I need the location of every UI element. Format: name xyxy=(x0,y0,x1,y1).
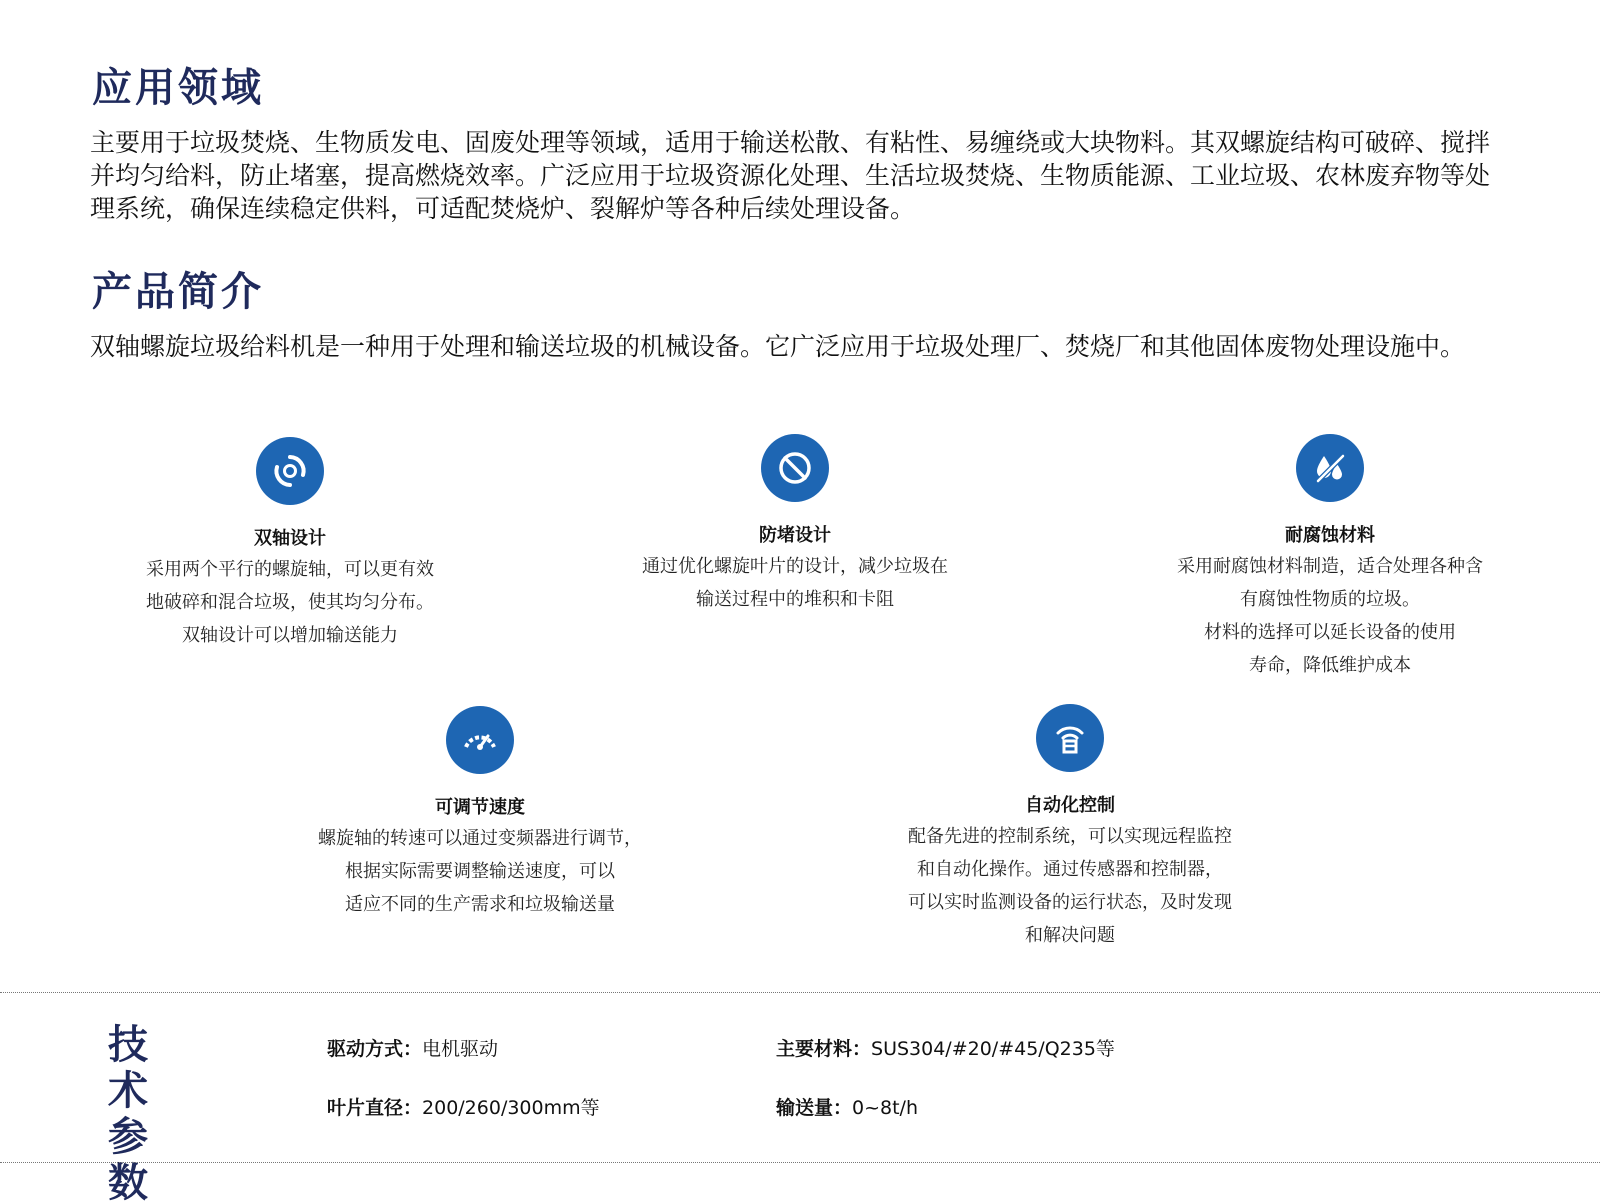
feature-anti-corrosion xyxy=(1130,434,1530,682)
feature-desc-line: 采用耐腐蚀材料制造，适合处理各种含 xyxy=(1177,556,1483,577)
feature-title: 双轴设计 xyxy=(254,528,326,549)
spec-key: 输送量： xyxy=(776,1097,853,1119)
feature-desc-line: 配备先进的控制系统，可以实现远程监控 xyxy=(908,826,1232,847)
speedometer-icon xyxy=(446,706,514,774)
feature-desc-line: 采用两个平行的螺旋轴，可以更有效 xyxy=(146,559,434,580)
spec-drive xyxy=(327,1036,498,1062)
spec-key: 驱动方式： xyxy=(327,1038,423,1060)
feature-anti-block xyxy=(600,434,990,616)
spec-value: 0~8t/h xyxy=(852,1097,919,1119)
feature-desc-line: 有腐蚀性物质的垃圾。 xyxy=(1240,589,1420,610)
feature-desc-line: 根据实际需要调整输送速度，可以 xyxy=(345,861,615,882)
feature-desc-line: 可以实时监测设备的运行状态，及时发现 xyxy=(908,892,1232,913)
specs-title-line: 参 数 xyxy=(108,1114,158,1203)
feature-title: 防堵设计 xyxy=(759,525,831,546)
spec-key: 叶片直径： xyxy=(327,1097,423,1119)
applications-title: 应用领域 xyxy=(92,65,264,111)
feature-title: 自动化控制 xyxy=(1025,795,1115,816)
feature-adjustable-speed xyxy=(280,706,680,921)
feature-desc-line: 地破碎和混合垃圾，使其均匀分布。 xyxy=(146,592,434,613)
feature-dual-shaft xyxy=(110,437,470,652)
feature-desc-line: 通过优化螺旋叶片的设计，减少垃圾在 xyxy=(642,556,948,577)
feature-desc-line: 输送过程中的堆积和卡阻 xyxy=(696,589,894,610)
feature-title: 耐腐蚀材料 xyxy=(1285,525,1375,546)
applications-text: 主要用于垃圾焚烧、生物质发电、固废处理等领域，适用于输送松散、有粘性、易缠绕或大块物料。其双螺旋结构可破碎、搅拌并均匀给料，防止堵塞，提高燃烧效率。广泛应用于垃圾资源化处理、生活垃圾焚烧、生物质能源、工业垃圾、农林废弃物等处理系统，确保连续稳定供料，可适配焚烧炉、裂解炉等各种后续处理设备。 xyxy=(90,128,1491,223)
feature-desc-line: 螺旋轴的转速可以通过变频器进行调节， xyxy=(318,828,642,849)
rotation-icon xyxy=(256,437,324,505)
spec-value: 电机驱动 xyxy=(422,1038,499,1060)
spec-value: SUS304/#20/#45/Q235等 xyxy=(871,1038,1115,1060)
feature-desc-line: 材料的选择可以延长设备的使用 xyxy=(1204,622,1456,643)
intro-text: 双轴螺旋垃圾给料机是一种用于处理和输送垃圾的机械设备。它广泛应用于垃圾处理厂、焚烧厂和其他固体废物处理设施中。 xyxy=(90,332,1466,361)
divider-top xyxy=(0,992,1600,993)
feature-title: 可调节速度 xyxy=(435,797,525,818)
feature-desc-line: 双轴设计可以增加输送能力 xyxy=(182,625,398,646)
spec-blade-diameter xyxy=(327,1095,600,1121)
feature-desc-line: 和解决问题 xyxy=(1025,925,1115,946)
feature-desc-line: 寿命，降低维护成本 xyxy=(1249,655,1411,676)
spec-material xyxy=(776,1036,1115,1062)
intro-title: 产品简介 xyxy=(92,269,264,315)
spec-value: 200/260/300mm等 xyxy=(422,1097,600,1119)
spec-capacity xyxy=(776,1095,918,1121)
feature-desc-line: 和自动化操作。通过传感器和控制器， xyxy=(917,859,1223,880)
specs-title-line: 技 术 xyxy=(108,1022,158,1114)
divider-bottom xyxy=(0,1162,1600,1163)
specs-title xyxy=(108,1022,218,1203)
automation-icon xyxy=(1036,704,1104,772)
no-block-icon xyxy=(761,434,829,502)
feature-automation xyxy=(870,704,1270,952)
anti-corrosion-icon xyxy=(1296,434,1364,502)
spec-key: 主要材料： xyxy=(776,1038,872,1060)
feature-desc-line: 适应不同的生产需求和垃圾输送量 xyxy=(345,894,615,915)
